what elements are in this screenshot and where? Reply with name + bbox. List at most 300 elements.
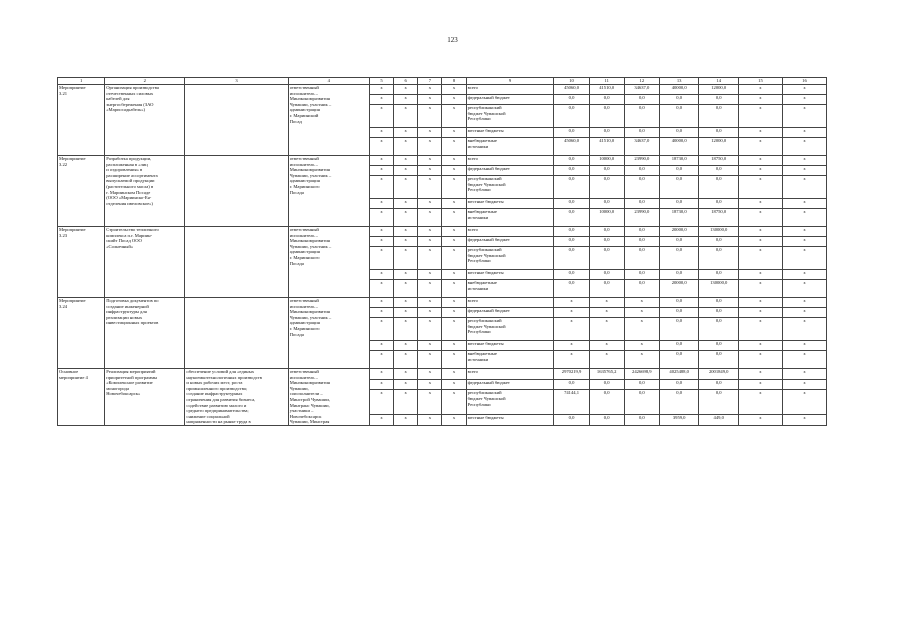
amount-cell: 0,0 <box>699 270 739 280</box>
code-cell: x <box>442 95 466 105</box>
amount-cell: x <box>738 237 782 247</box>
code-cell: x <box>418 390 442 415</box>
code-cell: x <box>394 270 418 280</box>
amount-cell: x <box>589 351 624 369</box>
funding-source-cell: внебюджетные источники <box>466 209 554 227</box>
responsible-cell: ответственный исполнитель – Минэкономразвития Чувашии, участник – администрация г. Мариинского Посада <box>288 227 369 298</box>
amount-cell: 0,0 <box>589 270 624 280</box>
amount-cell: x <box>738 227 782 237</box>
header-cell: 6 <box>394 78 418 85</box>
code-cell: x <box>394 166 418 176</box>
funding-source-cell: всего <box>466 298 554 308</box>
code-cell: x <box>418 156 442 166</box>
header-cell: 3 <box>185 78 288 85</box>
code-cell: x <box>442 369 466 380</box>
amount-cell: 41510,0 <box>589 138 624 156</box>
amount-cell: x <box>738 390 782 415</box>
amount-cell: 4025488,0 <box>659 369 699 380</box>
code-cell: x <box>418 280 442 298</box>
funding-source-cell: местные бюджеты <box>466 415 554 426</box>
code-cell: x <box>394 341 418 351</box>
responsible-cell: ответственный исполнитель – Минэкономразвития Чувашии, участник – администрация г. Мариинский Посад <box>288 85 369 156</box>
code-cell: x <box>369 128 393 138</box>
amount-cell: x <box>738 176 782 199</box>
code-cell: x <box>394 415 418 426</box>
amount-cell: x <box>782 209 826 227</box>
amount-cell: 18730,0 <box>659 156 699 166</box>
measure-id-cell: Мероприятие 3.22 <box>58 156 105 227</box>
amount-cell: x <box>738 379 782 390</box>
amount-cell: x <box>738 270 782 280</box>
amount-cell: 449,0 <box>699 415 739 426</box>
code-cell: x <box>394 199 418 209</box>
header-cell: 5 <box>369 78 393 85</box>
amount-cell: 0,0 <box>699 298 739 308</box>
amount-cell: 0,0 <box>589 227 624 237</box>
code-cell: x <box>369 227 393 237</box>
amount-cell: x <box>782 95 826 105</box>
code-cell: x <box>394 95 418 105</box>
code-cell: x <box>394 390 418 415</box>
funding-source-cell: федеральный бюджет <box>466 308 554 318</box>
header-cell: 7 <box>418 78 442 85</box>
amount-cell: x <box>782 85 826 95</box>
amount-cell: x <box>554 341 589 351</box>
amount-cell: x <box>738 280 782 298</box>
code-cell: x <box>369 318 393 341</box>
amount-cell: 0,0 <box>624 280 659 298</box>
code-cell: x <box>394 138 418 156</box>
table-row <box>58 298 827 308</box>
header-cell: 13 <box>659 78 699 85</box>
code-cell: x <box>394 369 418 380</box>
amount-cell: x <box>738 298 782 308</box>
amount-cell: x <box>782 227 826 237</box>
header-cell: 12 <box>624 78 659 85</box>
amount-cell: x <box>782 415 826 426</box>
measure-id-cell: Основное мероприятие 4 <box>58 369 105 426</box>
measure-id-cell: Мероприятие 3.21 <box>58 85 105 156</box>
amount-cell: 0,0 <box>554 415 589 426</box>
code-cell: x <box>369 341 393 351</box>
code-cell: x <box>394 318 418 341</box>
header-row <box>58 78 827 85</box>
amount-cell: 45060,0 <box>554 138 589 156</box>
amount-cell: 0,0 <box>699 379 739 390</box>
code-cell: x <box>394 209 418 227</box>
code-cell: x <box>442 280 466 298</box>
amount-cell: x <box>782 156 826 166</box>
amount-cell: 0,0 <box>554 247 589 270</box>
amount-cell: 34637,0 <box>624 138 659 156</box>
code-cell: x <box>442 138 466 156</box>
amount-cell: x <box>782 237 826 247</box>
code-cell: x <box>369 298 393 308</box>
amount-cell: 12000,0 <box>699 138 739 156</box>
code-cell: x <box>394 247 418 270</box>
measure-goal-cell <box>185 298 288 369</box>
amount-cell: 0,0 <box>699 308 739 318</box>
measure-id-cell: Мероприятие 3.24 <box>58 298 105 369</box>
amount-cell: x <box>738 351 782 369</box>
code-cell: x <box>418 415 442 426</box>
amount-cell: 0,0 <box>589 128 624 138</box>
amount-cell: 0,0 <box>699 95 739 105</box>
code-cell: x <box>418 95 442 105</box>
amount-cell: 0,0 <box>659 95 699 105</box>
code-cell: x <box>394 379 418 390</box>
amount-cell: x <box>782 280 826 298</box>
amount-cell: 34637,0 <box>624 85 659 95</box>
amount-cell: 40000,0 <box>659 138 699 156</box>
measure-name-cell: Реализация мероприятий приоритетной программы «Комплексное развитие моногорода Новочебоксарск» <box>105 369 185 426</box>
code-cell: x <box>369 209 393 227</box>
code-cell: x <box>369 369 393 380</box>
amount-cell: 0,0 <box>589 199 624 209</box>
amount-cell: x <box>782 379 826 390</box>
code-cell: x <box>442 298 466 308</box>
funding-source-cell: всего <box>466 156 554 166</box>
header-cell: 10 <box>554 78 589 85</box>
amount-cell: x <box>738 199 782 209</box>
amount-cell: x <box>738 105 782 128</box>
amount-cell: 0,0 <box>659 105 699 128</box>
funding-source-cell: республиканский бюджет Чувашской Республики <box>466 176 554 199</box>
funding-source-cell: местные бюджеты <box>466 341 554 351</box>
code-cell: x <box>442 270 466 280</box>
code-cell: x <box>394 105 418 128</box>
amount-cell: 10000,0 <box>589 209 624 227</box>
code-cell: x <box>418 247 442 270</box>
code-cell: x <box>442 128 466 138</box>
code-cell: x <box>369 105 393 128</box>
amount-cell: 40000,0 <box>659 85 699 95</box>
code-cell: x <box>418 209 442 227</box>
amount-cell: 0,0 <box>699 128 739 138</box>
amount-cell: x <box>738 318 782 341</box>
header-cell: 4 <box>288 78 369 85</box>
amount-cell: 0,0 <box>554 156 589 166</box>
header-cell: 16 <box>782 78 826 85</box>
amount-cell: 0,0 <box>624 95 659 105</box>
amount-cell: x <box>738 209 782 227</box>
amount-cell: x <box>738 341 782 351</box>
amount-cell: 0,0 <box>624 270 659 280</box>
table-row <box>58 85 827 95</box>
amount-cell: 0,0 <box>589 237 624 247</box>
amount-cell: x <box>782 105 826 128</box>
budget-table <box>57 77 827 426</box>
amount-cell: x <box>782 166 826 176</box>
amount-cell: 0,0 <box>624 415 659 426</box>
code-cell: x <box>394 85 418 95</box>
code-cell: x <box>418 379 442 390</box>
amount-cell: 0,0 <box>554 237 589 247</box>
amount-cell: 0,0 <box>624 105 659 128</box>
amount-cell: 0,0 <box>699 105 739 128</box>
code-cell: x <box>442 247 466 270</box>
amount-cell: 0,0 <box>554 379 589 390</box>
code-cell: x <box>369 351 393 369</box>
amount-cell: 0,0 <box>699 199 739 209</box>
amount-cell: x <box>782 390 826 415</box>
funding-source-cell: местные бюджеты <box>466 199 554 209</box>
amount-cell: 0,0 <box>659 237 699 247</box>
code-cell: x <box>369 270 393 280</box>
amount-cell: 1635765,2 <box>589 369 624 380</box>
amount-cell: 0,0 <box>589 415 624 426</box>
amount-cell: 0,0 <box>554 227 589 237</box>
amount-cell: x <box>624 308 659 318</box>
code-cell: x <box>369 415 393 426</box>
amount-cell: x <box>589 298 624 308</box>
amount-cell: x <box>624 298 659 308</box>
amount-cell: x <box>738 415 782 426</box>
amount-cell: 12000,0 <box>699 85 739 95</box>
funding-source-cell: республиканский бюджет Чувашской Республики <box>466 318 554 341</box>
responsible-cell: ответственный исполнитель – Минэкономразвития Чувашии, участник – администрация г. Мариинского Посада <box>288 156 369 227</box>
amount-cell: 0,0 <box>699 341 739 351</box>
amount-cell: 2426698,9 <box>624 369 659 380</box>
amount-cell: x <box>554 308 589 318</box>
measure-id-cell: Мероприятие 3.23 <box>58 227 105 298</box>
code-cell: x <box>394 227 418 237</box>
measure-name-cell: Строительство тепличного комплекса п.г. Мариин- скийт Посад ООО «Солнечный» <box>105 227 185 298</box>
measure-goal-cell <box>185 156 288 227</box>
funding-source-cell: всего <box>466 369 554 380</box>
amount-cell: 0,0 <box>624 379 659 390</box>
amount-cell: x <box>589 308 624 318</box>
amount-cell: 0,0 <box>699 166 739 176</box>
code-cell: x <box>442 166 466 176</box>
code-cell: x <box>394 298 418 308</box>
amount-cell: x <box>738 247 782 270</box>
code-cell: x <box>442 415 466 426</box>
amount-cell: 0,0 <box>624 227 659 237</box>
code-cell: x <box>369 379 393 390</box>
code-cell: x <box>418 318 442 341</box>
amount-cell: 0,0 <box>589 166 624 176</box>
amount-cell: 0,0 <box>554 209 589 227</box>
code-cell: x <box>418 128 442 138</box>
amount-cell: 0,0 <box>659 390 699 415</box>
code-cell: x <box>369 237 393 247</box>
measure-goal-cell: обеспечение условий для «единых наукоемкотехнологичных производств и новых рабочих мест, роста промышленного производства; создание инфраструктурных ограничения для развития бизнеса, содействие развитию малого и среднего предпринимательства; снижение социальной напряженности на рынке труда в <box>185 369 288 426</box>
amount-cell: x <box>589 341 624 351</box>
code-cell: x <box>442 390 466 415</box>
header-cell: 8 <box>442 78 466 85</box>
amount-cell: 130000,0 <box>699 280 739 298</box>
code-cell: x <box>369 280 393 298</box>
amount-cell: 0,0 <box>624 128 659 138</box>
amount-cell: x <box>782 369 826 380</box>
funding-source-cell: республиканский бюджет Чувашской Республики <box>466 105 554 128</box>
code-cell: x <box>369 85 393 95</box>
amount-cell: 0,0 <box>659 128 699 138</box>
code-cell: x <box>394 351 418 369</box>
amount-cell: 0,0 <box>589 247 624 270</box>
amount-cell: 23990,0 <box>624 209 659 227</box>
amount-cell: x <box>624 318 659 341</box>
amount-cell: x <box>554 318 589 341</box>
funding-source-cell: республиканский бюджет Чувашской Республики <box>466 247 554 270</box>
code-cell: x <box>418 237 442 247</box>
code-cell: x <box>369 95 393 105</box>
responsible-cell: ответственный исполнитель – Минэкономразвития Чувашии, участник – администрация г. Мариинского Посада <box>288 298 369 369</box>
amount-cell: 0,0 <box>659 166 699 176</box>
amount-cell: 0,0 <box>659 176 699 199</box>
funding-source-cell: местные бюджеты <box>466 270 554 280</box>
code-cell: x <box>442 341 466 351</box>
measure-name-cell: Разработка продукции, распложенная в «лиц и оздоровления» в расширение ассортимента выпускаемой продукции (растительного масла) в г. Мариинском Посаде (ООО «Мариинско-Ея- отделения ивеловское») <box>105 156 185 227</box>
page-number: 123 <box>447 36 458 44</box>
amount-cell: 0,0 <box>659 341 699 351</box>
header-cell: 2 <box>105 78 185 85</box>
amount-cell: 0,0 <box>699 237 739 247</box>
amount-cell: 0,0 <box>659 247 699 270</box>
code-cell: x <box>418 369 442 380</box>
table-body <box>58 78 827 426</box>
header-cell: 9 <box>466 78 554 85</box>
code-cell: x <box>442 199 466 209</box>
code-cell: x <box>418 166 442 176</box>
amount-cell: 0,0 <box>699 390 739 415</box>
amount-cell: 0,0 <box>554 280 589 298</box>
amount-cell: 2970219,9 <box>554 369 589 380</box>
funding-source-cell: внебюджетные источники <box>466 280 554 298</box>
code-cell: x <box>394 280 418 298</box>
amount-cell: x <box>738 128 782 138</box>
measure-goal-cell <box>185 85 288 156</box>
amount-cell: x <box>624 341 659 351</box>
amount-cell: 0,0 <box>699 176 739 199</box>
amount-cell: 130000,0 <box>699 227 739 237</box>
amount-cell: 0,0 <box>659 199 699 209</box>
code-cell: x <box>418 270 442 280</box>
amount-cell: x <box>782 138 826 156</box>
code-cell: x <box>394 176 418 199</box>
code-cell: x <box>442 227 466 237</box>
amount-cell: x <box>782 351 826 369</box>
code-cell: x <box>442 351 466 369</box>
funding-source-cell: федеральный бюджет <box>466 237 554 247</box>
code-cell: x <box>369 166 393 176</box>
code-cell: x <box>369 138 393 156</box>
funding-source-cell: республиканский бюджет Чувашской Республики <box>466 390 554 415</box>
funding-source-cell: внебюджетные источники <box>466 351 554 369</box>
funding-source-cell: местные бюджеты <box>466 128 554 138</box>
funding-source-cell: внебюджетные источники <box>466 138 554 156</box>
amount-cell: 0,0 <box>624 199 659 209</box>
amount-cell: 0,0 <box>659 318 699 341</box>
code-cell: x <box>442 308 466 318</box>
amount-cell: 0,0 <box>554 199 589 209</box>
code-cell: x <box>418 227 442 237</box>
code-cell: x <box>394 128 418 138</box>
code-cell: x <box>442 156 466 166</box>
funding-source-cell: всего <box>466 85 554 95</box>
amount-cell: 18730,0 <box>659 209 699 227</box>
code-cell: x <box>418 298 442 308</box>
amount-cell: 0,0 <box>624 237 659 247</box>
amount-cell: 18750,0 <box>699 156 739 166</box>
amount-cell: 0,0 <box>554 176 589 199</box>
amount-cell: x <box>738 308 782 318</box>
code-cell: x <box>418 351 442 369</box>
amount-cell: x <box>738 156 782 166</box>
header-cell: 14 <box>699 78 739 85</box>
amount-cell: x <box>782 270 826 280</box>
amount-cell: x <box>554 351 589 369</box>
amount-cell: x <box>782 199 826 209</box>
table-row <box>58 227 827 237</box>
code-cell: x <box>442 237 466 247</box>
amount-cell: 23990,0 <box>624 156 659 166</box>
amount-cell: x <box>738 369 782 380</box>
funding-source-cell: федеральный бюджет <box>466 95 554 105</box>
amount-cell: x <box>738 166 782 176</box>
code-cell: x <box>442 105 466 128</box>
code-cell: x <box>418 308 442 318</box>
code-cell: x <box>418 85 442 95</box>
code-cell: x <box>442 85 466 95</box>
amount-cell: 20000,0 <box>659 280 699 298</box>
measure-name-cell: Подготовка документов по создание инженерной инфраструктуры для реализации новых инвестиционных проектов <box>105 298 185 369</box>
code-cell: x <box>442 176 466 199</box>
code-cell: x <box>369 390 393 415</box>
amount-cell: x <box>738 138 782 156</box>
funding-source-cell: федеральный бюджет <box>466 379 554 390</box>
amount-cell: x <box>782 318 826 341</box>
amount-cell: 2001849,0 <box>699 369 739 380</box>
table-row <box>58 369 827 380</box>
amount-cell: x <box>782 298 826 308</box>
amount-cell: 0,0 <box>554 166 589 176</box>
amount-cell: x <box>782 308 826 318</box>
amount-cell: 0,0 <box>659 298 699 308</box>
amount-cell: 0,0 <box>659 351 699 369</box>
amount-cell: 0,0 <box>554 270 589 280</box>
header-cell: 15 <box>738 78 782 85</box>
amount-cell: 0,0 <box>659 308 699 318</box>
code-cell: x <box>369 247 393 270</box>
amount-cell: 0,0 <box>589 95 624 105</box>
code-cell: x <box>442 318 466 341</box>
amount-cell: 0,0 <box>624 390 659 415</box>
amount-cell: x <box>782 341 826 351</box>
amount-cell: 0,0 <box>699 247 739 270</box>
amount-cell: x <box>782 176 826 199</box>
amount-cell: 0,0 <box>589 390 624 415</box>
header-cell: 1 <box>58 78 105 85</box>
amount-cell: 45060,0 <box>554 85 589 95</box>
amount-cell: 20000,0 <box>659 227 699 237</box>
code-cell: x <box>418 199 442 209</box>
code-cell: x <box>418 341 442 351</box>
code-cell: x <box>369 156 393 166</box>
code-cell: x <box>442 209 466 227</box>
table-row <box>58 156 827 166</box>
amount-cell: x <box>624 351 659 369</box>
code-cell: x <box>369 308 393 318</box>
code-cell: x <box>394 156 418 166</box>
amount-cell: x <box>589 318 624 341</box>
amount-cell: 0,0 <box>554 95 589 105</box>
header-cell: 11 <box>589 78 624 85</box>
amount-cell: 41510,0 <box>589 85 624 95</box>
amount-cell: 3959,0 <box>659 415 699 426</box>
amount-cell: 0,0 <box>624 166 659 176</box>
